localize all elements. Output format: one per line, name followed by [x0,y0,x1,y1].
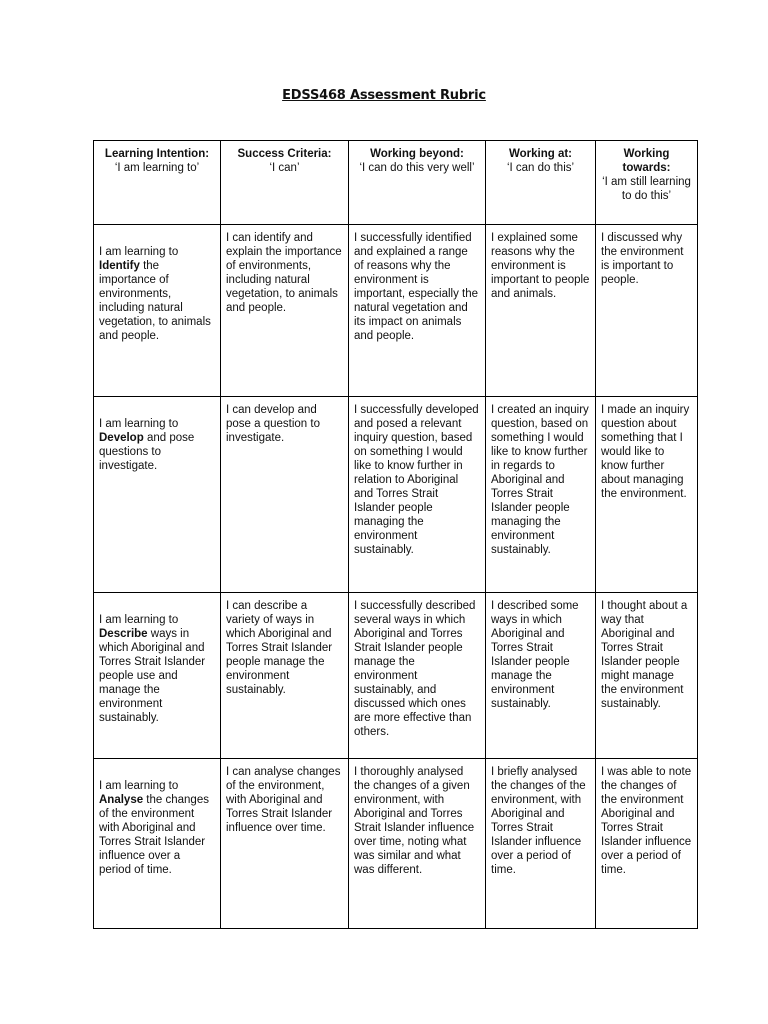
intent-text: ways in which Aboriginal and Torres Strait Islander people use and manage the environment sustainably. [99,628,206,724]
header-sub: ‘I can do this very well’ [359,162,475,174]
working-at-cell: I described some ways in which Aboriginal and Torres Strait Islander people manage the environment sustainably. [486,593,596,759]
header-sub: ‘I am learning to’ [114,162,200,174]
table-row [94,225,698,397]
intent-keyword: Describe [99,628,148,640]
rubric-table [93,140,698,929]
working-towards-cell: I discussed why the environment is important to people. [596,225,698,397]
success-criteria-cell: I can describe a variety of ways in which Aboriginal and Torres Strait Islander people manage the environment sustainably. [221,593,349,759]
header-working-beyond [349,141,486,225]
table-row [94,759,698,929]
header-row [94,141,698,225]
header-working-at [486,141,596,225]
header-strong: Success Criteria: [237,148,332,160]
working-towards-cell: I was able to note the changes of the environment Aboriginal and Torres Strait Islander influence over a period of time. [596,759,698,929]
learning-intention-cell [94,593,221,759]
working-at-cell: I briefly analysed the changes of the environment, with Aboriginal and Torres Strait Islander influence over a period of time. [486,759,596,929]
learning-intention-cell [94,759,221,929]
working-beyond-cell: I thoroughly analysed the changes of a given environment, with Aboriginal and Torres Strait Islander influence over time, noting what was similar and what was different. [349,759,486,929]
intent-text: I am learning to [99,780,179,792]
header-sub: ‘I can do this’ [506,162,575,174]
intent-keyword: Develop [99,432,144,444]
working-at-cell: I explained some reasons why the environment is important to people and animals. [486,225,596,397]
success-criteria-cell: I can develop and pose a question to investigate. [221,397,349,593]
header-learning-intention [94,141,221,225]
success-criteria-cell: I can analyse changes of the environment, with Aboriginal and Torres Strait Islander influence over time. [221,759,349,929]
table-row [94,593,698,759]
working-beyond-cell: I successfully developed and posed a relevant inquiry question, based on something I would like to know further in relation to Aboriginal and Torres Strait Islander people managing the environment sustainably. [349,397,486,593]
working-towards-cell: I thought about a way that Aboriginal and Torres Strait Islander people might manage the environment sustainably. [596,593,698,759]
intent-text: the importance of environments, including natural vegetation, to animals and people. [99,260,211,342]
intent-text: I am learning to [99,418,179,430]
learning-intention-cell [94,225,221,397]
intent-text: the changes of the environment with Aboriginal and Torres Strait Islander influence over a period of time. [99,794,209,876]
table-row [94,397,698,593]
intent-text: I am learning to [99,614,179,626]
header-strong: Working towards: [622,148,671,174]
working-beyond-cell: I successfully described several ways in which Aboriginal and Torres Strait Islander people manage the environment sustainably, and discussed which ones are more effective than others. [349,593,486,759]
header-working-towards [596,141,698,225]
working-beyond-cell: I successfully identified and explained a range of reasons why the environment is important, especially the natural vegetation and its impact on animals and people. [349,225,486,397]
working-towards-cell: I made an inquiry question about something that I would like to know further about managing the environment. [596,397,698,593]
header-strong: Working beyond: [370,148,464,160]
page-title: EDSS468 Assessment Rubric [282,88,486,103]
intent-text: I am learning to [99,246,179,258]
header-strong: Working at: [508,148,573,160]
intent-keyword: Identify [99,260,140,272]
header-sub: ‘I am still learning to do this’ [602,176,691,202]
intent-text: and pose questions to investigate. [99,432,195,472]
learning-intention-cell [94,397,221,593]
intent-keyword: Analyse [99,794,144,806]
header-sub: ‘I can’ [269,162,300,174]
header-strong: Learning Intention: [104,148,210,160]
success-criteria-cell: I can identify and explain the importance of environments, including natural vegetation, to animals and people. [221,225,349,397]
header-success-criteria [221,141,349,225]
working-at-cell: I created an inquiry question, based on something I would like to know further in regards to Aboriginal and Torres Strait Islander people managing the environment sustainably. [486,397,596,593]
